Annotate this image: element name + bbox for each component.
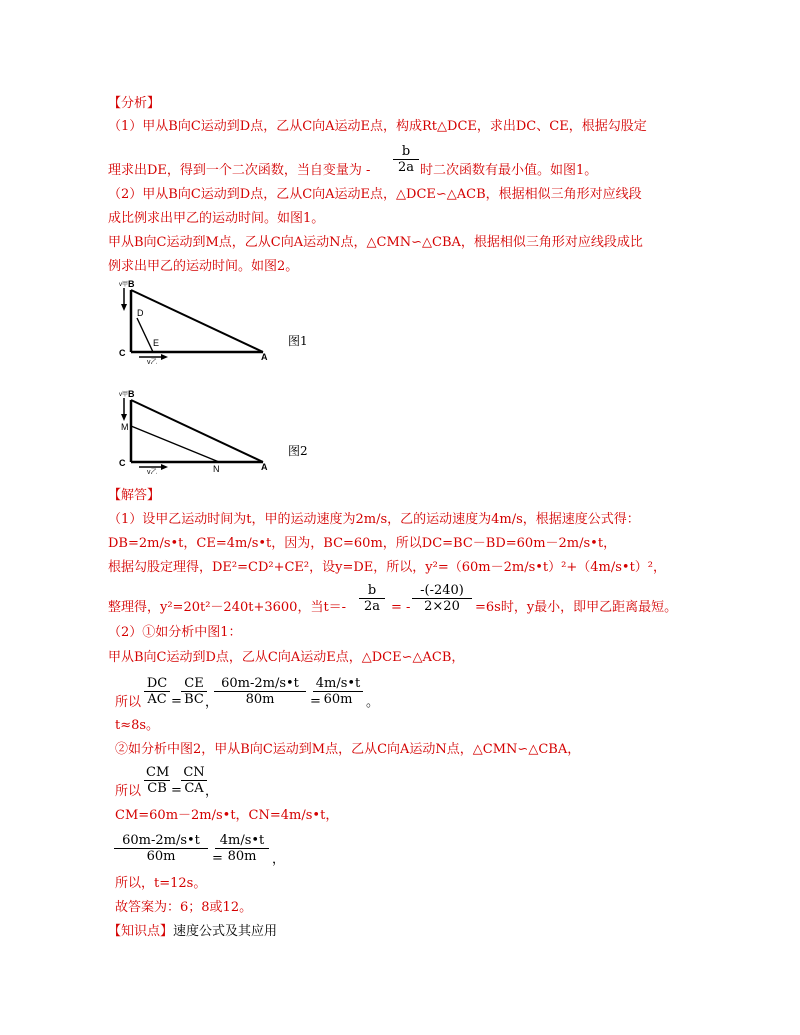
fig1-velocity-bottom: v乙 [147, 359, 158, 364]
figure-1-label: 图1 [288, 334, 308, 348]
solution-p3-suoyi: 所以 [115, 784, 142, 799]
figure-2-label: 图2 [288, 444, 308, 458]
analysis-heading: 【分析】 [108, 96, 161, 111]
solution-p1-line-2: DB=2m/s•t，CE=4m/s•t，因为，BC=60m，所以DC=BC－BD=60m－2m/s•t， [108, 536, 617, 551]
fraction-240-over-40 [412, 583, 472, 614]
solution-p3-line-1: ②如分析中图2，甲从B向C运动到M点，乙从C向A运动N点，△CMN∽△CBA， [115, 742, 581, 757]
fig2-point-n: N [213, 464, 220, 474]
analysis-line-3: （2）甲从B向C运动到D点，乙从C向A运动E点，△DCE∽△ACB，根据相似三角形对应线段 [108, 187, 642, 202]
solution-answer: 故答案为：6；8或12。 [115, 900, 253, 915]
fig2-point-a: A [261, 462, 268, 472]
fig2-point-m: M [121, 422, 129, 432]
fraction-numerator: 60m-2m/s•t [114, 833, 208, 849]
fig2-velocity-bottom: v乙 [147, 469, 158, 474]
fraction-denominator: 80m [227, 849, 257, 864]
fraction-denominator: 60m [323, 692, 353, 707]
solution-p2-line-2: 甲从B向C运动到D点，乙从C向A运动E点，△DCE∽△ACB， [108, 650, 465, 665]
fig2-velocity-top: v甲 [119, 392, 129, 398]
solution-p1-line-3: 根据勾股定理得，DE²=CD²+CE²，设y=DE，所以，y²=（60m－2m/s•t）²+（4m/s•t）²， [108, 560, 667, 575]
fraction-numerator: b [393, 144, 419, 160]
solution-p2-result: t≈8s。 [115, 718, 160, 733]
fraction-b-over-2a [393, 144, 419, 175]
knowledge-text: 速度公式及其应用 [173, 924, 278, 939]
analysis-line-2-end: 时二次函数有最小值。如图1。 [420, 163, 598, 178]
fraction-denominator: 80m [245, 692, 275, 707]
solution-p3-result: 所以，t=12s。 [115, 876, 207, 891]
solution-p1-line-4: 整理得，y²=20t²－240t+3600，当t＝- [108, 600, 347, 615]
fraction-denominator: CB [147, 781, 167, 796]
fraction-numerator: b [359, 583, 385, 599]
fraction-numerator: CN [181, 765, 207, 781]
fig1-point-c: C [119, 348, 126, 358]
fraction-cn-ca [181, 765, 207, 796]
solution-p1-line-4-end: =6s时，y最小，即甲乙距离最短。 [475, 600, 678, 615]
fig1-point-d: D [137, 308, 144, 318]
fraction-denominator: 2×20 [424, 599, 460, 614]
fraction-numerator: CM [146, 765, 170, 780]
fraction-60m-2mst-60m [114, 833, 208, 864]
solution-p3-eq-1: = [171, 783, 182, 798]
fraction-60m-2mst-80m [214, 676, 306, 707]
fig1-point-e: E [153, 338, 160, 348]
solution-p2-eq-1: = [171, 694, 182, 709]
solution-p1-line-1: （1）设甲乙运动时间为t，甲的运动速度为2m/s，乙的运动速度为4m/s，根据速度公式得： [108, 512, 640, 527]
fraction-denominator: 60m [146, 849, 176, 864]
knowledge-heading: 【知识点】 [108, 924, 174, 939]
fraction-4mst-80m [215, 833, 269, 864]
fraction-cm-cb [144, 765, 170, 796]
analysis-line-2: 理求出DE，得到一个二次函数，当自变量为 - [108, 163, 371, 178]
figure-1-triangle [115, 280, 275, 364]
fraction-numerator: -(-240) [412, 583, 472, 599]
solution-p1-eq: = - [391, 600, 411, 615]
solution-p3-comma-2: ， [272, 852, 286, 867]
solution-p3-comma: ， [205, 784, 219, 799]
analysis-line-6: 例求出甲乙的运动时间。如图2。 [108, 259, 299, 274]
fraction-denominator: AC [147, 692, 167, 707]
fraction-numerator: 60m-2m/s•t [214, 676, 306, 692]
fraction-ce-bc [181, 676, 207, 707]
figure-2-triangle [115, 390, 275, 474]
knowledge-point [108, 924, 277, 940]
analysis-line-4: 成比例求出甲乙的运动时间。如图1。 [108, 211, 325, 226]
solution-p2-line-1: （2）①如分析中图1： [108, 625, 242, 640]
solution-p2-comma: ， [205, 695, 219, 710]
fig2-point-b: B [128, 390, 135, 399]
fig1-point-a: A [261, 352, 268, 362]
fraction-numerator: DC [144, 676, 170, 692]
solution-p2-eq-2: = [310, 694, 321, 709]
analysis-line-5: 甲从B向C运动到M点，乙从C向A运动N点，△CMN∽△CBA，根据相似三角形对应线段成比 [108, 235, 643, 250]
solution-p2-period: 。 [366, 695, 380, 710]
fraction-numerator: 4m/s•t [313, 676, 363, 692]
fig2-point-c: C [119, 458, 126, 468]
fraction-denominator: BC [184, 692, 204, 707]
solution-p3-line-3: CM=60m－2m/s•t，CN=4m/s•t， [115, 808, 339, 823]
solution-p2-suoyi: 所以 [115, 695, 142, 710]
fraction-denominator: 2a [397, 160, 415, 175]
fraction-numerator: CE [181, 676, 207, 692]
fig1-point-b: B [128, 280, 135, 289]
solution-p3-eq-2: = [212, 851, 223, 866]
fraction-denominator: CA [184, 781, 204, 796]
solution-heading: 【解答】 [108, 488, 161, 503]
analysis-line-1: （1）甲从B向C运动到D点，乙从C向A运动E点，构成Rt△DCE，求出DC、CE，根据勾股定 [108, 119, 647, 134]
fraction-numerator: 4m/s•t [215, 833, 269, 849]
fraction-4mst-60m [313, 676, 363, 707]
fig1-velocity-top: v甲 [119, 282, 129, 288]
fraction-denominator: 2a [363, 599, 381, 614]
fraction-dc-ac [144, 676, 170, 707]
fraction-b-over-2a-solution [359, 583, 385, 614]
